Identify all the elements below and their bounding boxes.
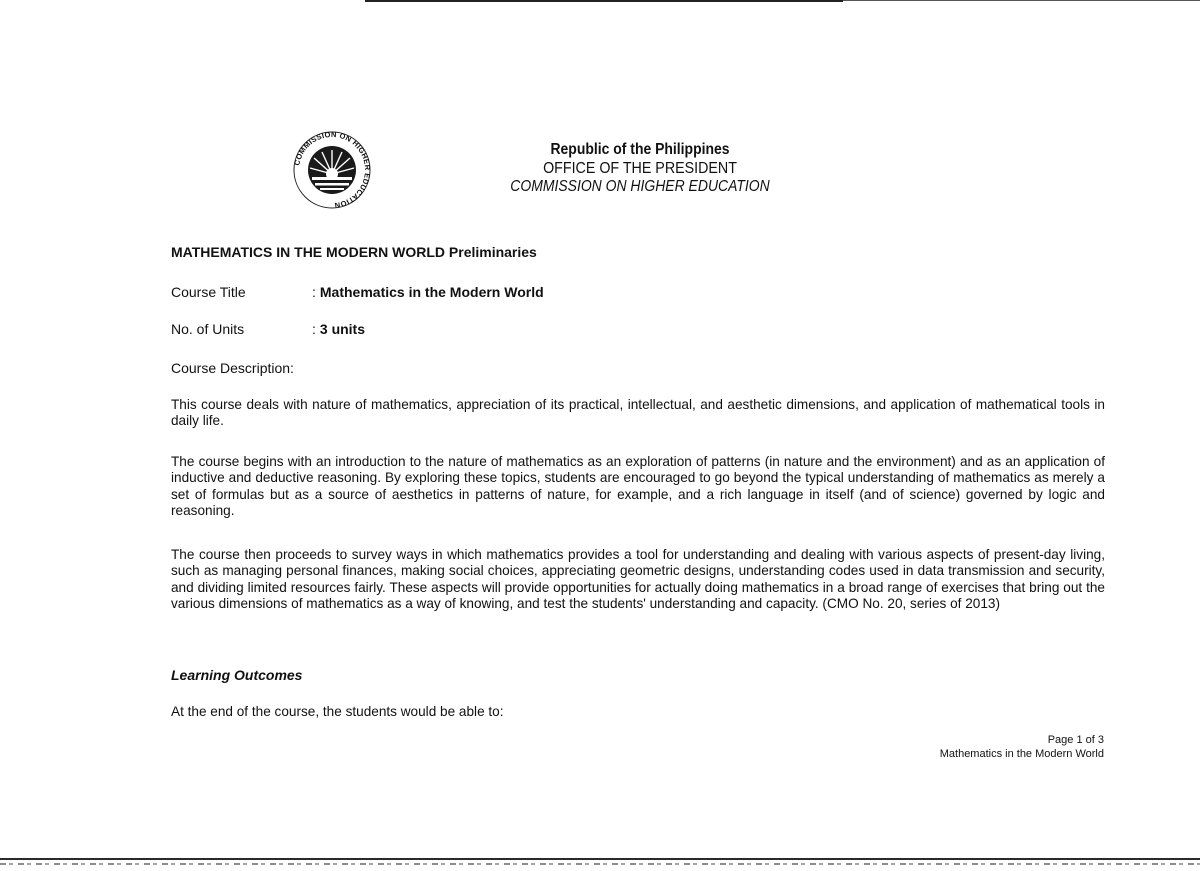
page-footer (940, 733, 1104, 761)
description-paragraph-1: This course deals with nature of mathematics, appreciation of its practical, intellectual, and aesthetic dimensions, and application of mathematical tools in daily life. (171, 397, 1105, 429)
ched-seal-logo (292, 130, 372, 210)
learning-outcomes-intro: At the end of the course, the students would be able to: (171, 704, 504, 719)
course-description-label: Course Description: (171, 360, 294, 376)
units-value: 3 units (319, 321, 366, 337)
learning-outcomes-heading: Learning Outcomes (171, 667, 303, 683)
field-colon: : (312, 284, 316, 300)
header-office: OFFICE OF THE PRESIDENT (543, 159, 737, 177)
svg-text:COMMISSION ON HIGHER EDUCATION: COMMISSION ON HIGHER EDUCATION (292, 130, 372, 210)
agency-header (480, 141, 800, 197)
description-paragraph-2: The course begins with an introduction to the nature of mathematics as an exploration of patterns (in nature and the environment) and as an application of inductive and deductive reasoning. By exploring these topics, students are encouraged to go beyond the typical understanding of mathematics as merely a set of formulas but as a source of aesthetics in patterns of nature, for example, and a rich language in itself (and of science) governed by logic and reasoning. (171, 454, 1105, 518)
footer-course-name: Mathematics in the Modern World (939, 748, 1104, 760)
scan-edge-top (365, 0, 843, 2)
scan-edge-bottom (0, 858, 1200, 860)
header-republic: Republic of the Philippines (550, 141, 730, 158)
document-title: MATHEMATICS IN THE MODERN WORLD Preliminaries (171, 244, 537, 260)
description-paragraph-3: The course then proceeds to survey ways in which mathematics provides a tool for understanding and dealing with various aspects of present-day living, such as managing personal finances, making social choices, appreciating geometric designs, understanding codes used in data transmission and security, and dividing limited resources fairly. These aspects will provide opportunities for actually doing mathematics in a broad range of exercises that bring out the various dimensions of mathematics as a way of knowing, and test the students' understanding and capacity. (CMO No. 20, series of 2013) (171, 547, 1105, 611)
course-title-value: Mathematics in the Modern World (319, 284, 544, 300)
scan-noise-bottom (0, 863, 1200, 865)
page-number: Page 1 of 3 (1047, 734, 1104, 746)
field-value-units (312, 321, 365, 337)
header-commission: COMMISSION ON HIGHER EDUCATION (510, 178, 770, 195)
scan-edge-top-right (843, 0, 1200, 1)
field-value-course-title (312, 284, 544, 300)
field-label-course-title: Course Title (171, 284, 246, 300)
field-label-units: No. of Units (171, 321, 245, 337)
field-colon: : (312, 321, 316, 337)
